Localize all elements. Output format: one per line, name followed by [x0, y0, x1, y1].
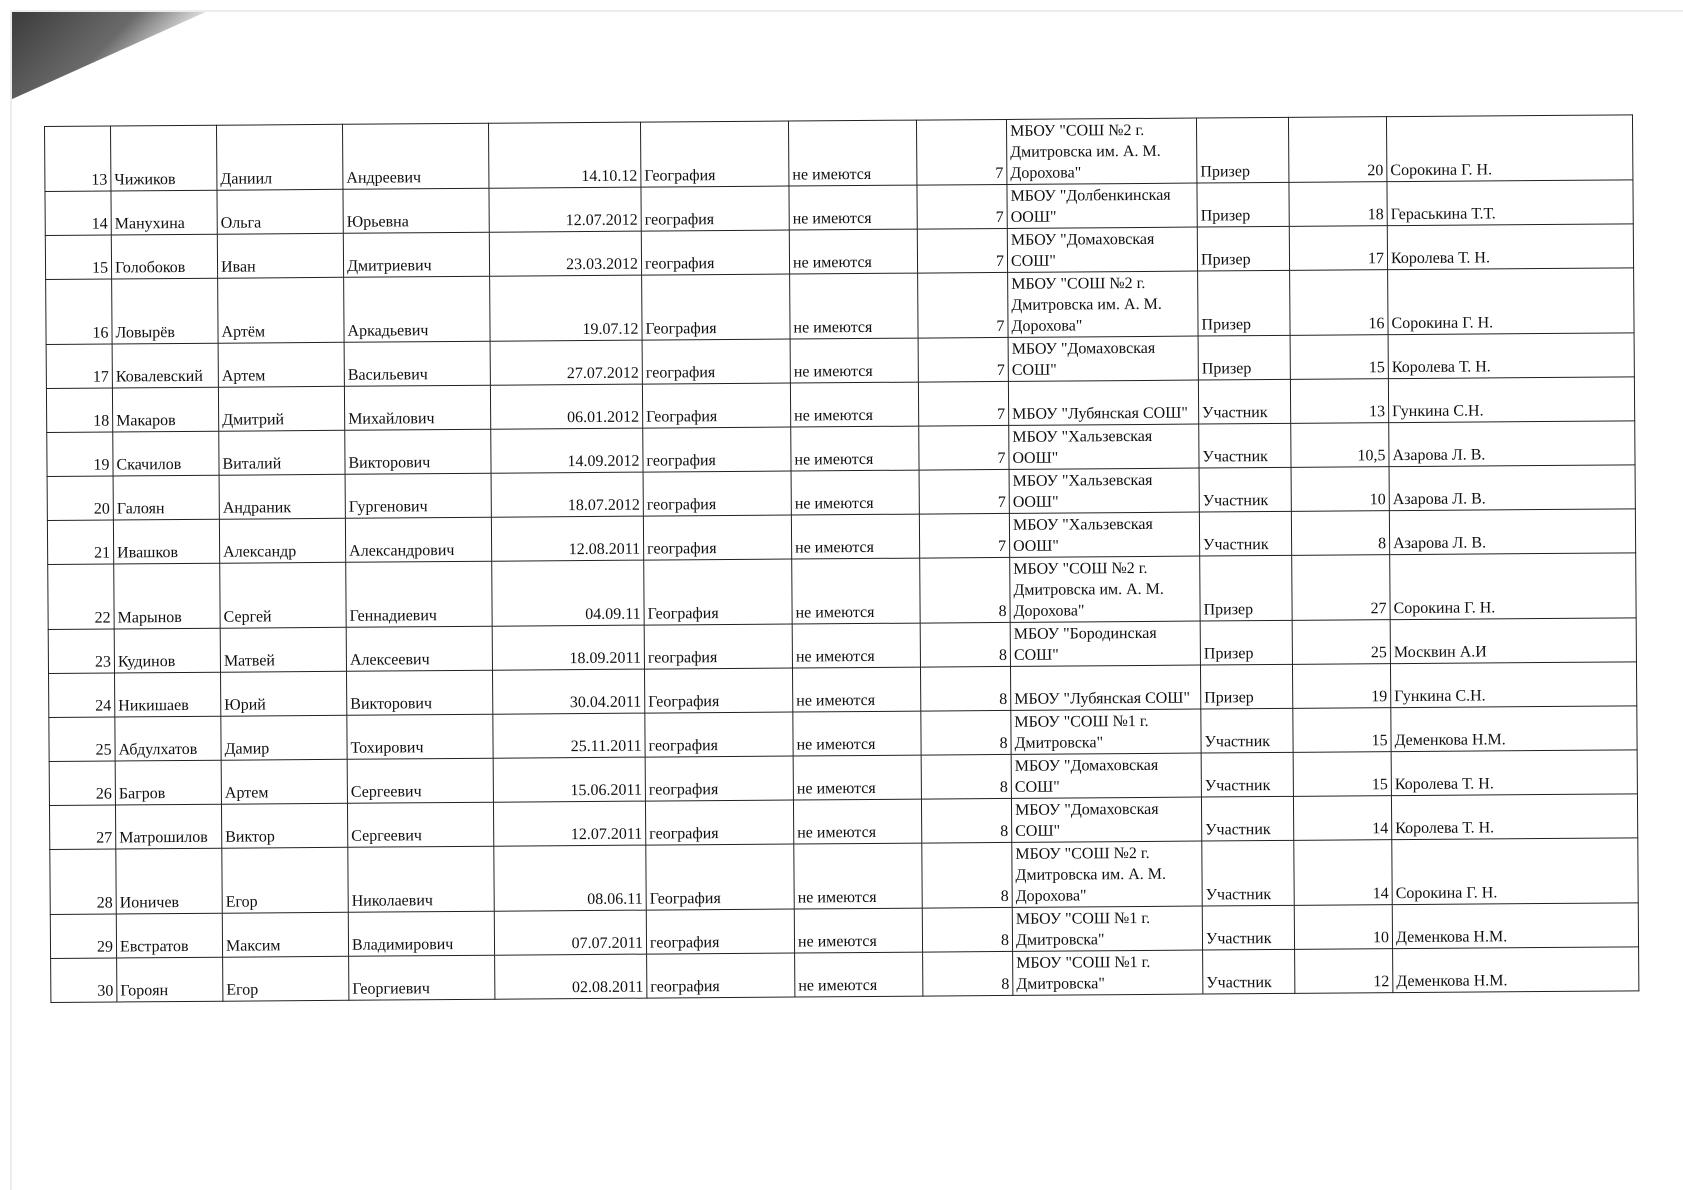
cell-disabilities: не имеются [791, 426, 919, 471]
cell-score: 20 [1288, 117, 1386, 183]
cell-subject: география [645, 800, 793, 845]
cell-school: МБОУ "Домаховская СОШ" [1008, 336, 1198, 381]
cell-birth-date: 14.09.2012 [491, 428, 643, 473]
cell-teacher: Сорокина Г. Н. [1388, 268, 1634, 335]
cell-birth-date: 18.09.2011 [492, 625, 644, 670]
cell-score: 19 [1292, 664, 1390, 709]
cell-grade: 7 [917, 228, 1007, 273]
cell-teacher: Королева Т. Н. [1388, 333, 1634, 379]
cell-birth-date: 07.07.2011 [494, 910, 646, 955]
cell-score: 27 [1292, 555, 1390, 621]
cell-score: 12 [1295, 949, 1393, 994]
cell-score: 15 [1290, 335, 1388, 380]
cell-teacher: Королева Т. Н. [1391, 794, 1637, 840]
cell-first-name: Александр [219, 518, 345, 563]
table-row [50, 838, 1638, 915]
cell-school: МБОУ "Хальзевская ООШ" [1009, 468, 1199, 513]
cell-school: МБОУ "Долбенкинская ООШ" [1007, 183, 1197, 228]
cell-patronymic: Андреевич [342, 123, 488, 189]
table-row [48, 553, 1636, 630]
cell-score: 10 [1294, 905, 1392, 950]
cell-school: МБОУ "Домаховская СОШ" [1011, 753, 1201, 798]
cell-subject: география [646, 909, 794, 954]
cell-number: 18 [46, 388, 112, 432]
cell-last-name: Абдулхатов [115, 716, 221, 761]
cell-status: Участник [1199, 467, 1291, 512]
cell-birth-date: 14.10.12 [488, 122, 640, 188]
cell-teacher: Деменкова Н.М. [1393, 947, 1639, 993]
cell-score: 16 [1290, 270, 1388, 336]
cell-grade: 7 [918, 381, 1008, 426]
cell-status: Призер [1200, 555, 1292, 621]
cell-birth-date: 12.07.2011 [493, 801, 645, 846]
cell-subject: География [642, 383, 790, 428]
cell-score: 14 [1293, 796, 1391, 841]
cell-patronymic: Сергеевич [347, 758, 493, 803]
cell-number: 28 [50, 849, 116, 914]
cell-first-name: Максим [222, 912, 348, 957]
cell-patronymic: Геннадиевич [346, 561, 492, 627]
cell-number: 24 [49, 673, 115, 717]
cell-first-name: Дамир [221, 715, 347, 760]
cell-teacher: Сорокина Г. Н. [1390, 553, 1636, 620]
cell-number: 20 [47, 476, 113, 520]
cell-disabilities: не имеются [790, 338, 918, 383]
cell-birth-date: 15.06.2011 [493, 757, 645, 802]
cell-number: 21 [47, 520, 113, 564]
cell-school: МБОУ "Лубянская СОШ" [1010, 665, 1200, 710]
cell-subject: география [641, 186, 789, 231]
cell-school: МБОУ "Бородинская СОШ" [1010, 621, 1200, 666]
cell-grade: 8 [922, 842, 1012, 908]
cell-disabilities: не имеются [791, 470, 919, 515]
cell-score: 14 [1294, 840, 1392, 906]
cell-first-name: Сергей [220, 562, 346, 628]
results-table [44, 114, 1639, 1003]
cell-teacher: Сорокина Г. Н. [1392, 838, 1638, 905]
cell-disabilities: не имеются [790, 273, 918, 339]
cell-subject: география [643, 515, 791, 560]
cell-birth-date: 02.08.2011 [495, 954, 647, 999]
cell-grade: 8 [920, 622, 1010, 667]
cell-subject: география [643, 471, 791, 516]
cell-status: Участник [1199, 423, 1291, 468]
cell-birth-date: 30.04.2011 [493, 669, 645, 714]
cell-last-name: Евстратов [116, 913, 222, 958]
cell-score: 13 [1290, 379, 1388, 424]
cell-teacher: Москвин А.И [1390, 618, 1636, 664]
cell-subject: география [643, 427, 791, 472]
cell-subject: География [640, 121, 788, 187]
cell-disabilities: не имеются [793, 711, 921, 756]
cell-subject: География [644, 668, 792, 713]
cell-patronymic: Николаевич [348, 846, 494, 912]
cell-status: Участник [1201, 708, 1293, 753]
cell-last-name: Ловырёв [112, 278, 218, 344]
cell-disabilities: не имеются [795, 952, 923, 997]
results-sheet [44, 114, 1638, 1003]
cell-disabilities: не имеются [794, 843, 922, 909]
cell-first-name: Егор [222, 847, 348, 913]
cell-patronymic: Васильевич [344, 341, 490, 386]
cell-first-name: Виталий [219, 430, 345, 475]
cell-status: Участник [1202, 840, 1294, 906]
cell-first-name: Юрий [221, 671, 347, 716]
cell-patronymic: Юрьевна [343, 188, 489, 233]
cell-score: 15 [1293, 752, 1391, 797]
cell-number: 29 [50, 914, 116, 958]
cell-teacher: Азарова Л. В. [1389, 465, 1635, 511]
cell-last-name: Скачилов [113, 431, 219, 476]
cell-last-name: Галоян [113, 475, 219, 520]
cell-teacher: Королева Т. Н. [1391, 750, 1637, 796]
cell-last-name: Кудинов [114, 628, 220, 673]
cell-last-name: Багров [115, 760, 221, 805]
cell-last-name: Чижиков [111, 125, 217, 191]
cell-grade: 7 [917, 184, 1007, 229]
cell-first-name: Андраник [219, 474, 345, 519]
cell-last-name: Никишаев [115, 672, 221, 717]
cell-school: МБОУ "Домаховская СОШ" [1007, 227, 1197, 272]
cell-subject: география [647, 953, 795, 998]
cell-last-name: Горoян [117, 957, 223, 1002]
cell-status: Призер [1197, 182, 1289, 227]
cell-disabilities: не имеются [792, 623, 920, 668]
cell-school: МБОУ "Хальзевская ООШ" [1009, 424, 1199, 469]
cell-patronymic: Тохирович [347, 714, 493, 759]
cell-patronymic: Аркадьевич [344, 276, 490, 342]
cell-disabilities: не имеются [793, 799, 921, 844]
cell-subject: география [645, 756, 793, 801]
cell-subject: география [641, 230, 789, 275]
cell-subject: география [642, 339, 790, 384]
cell-first-name: Иван [217, 233, 343, 278]
cell-school: МБОУ "Лубянская СОШ" [1008, 380, 1198, 425]
cell-teacher: Азарова Л. В. [1389, 509, 1635, 555]
cell-first-name: Виктор [221, 803, 347, 848]
scan-page-edge [10, 10, 1683, 12]
cell-patronymic: Михайлович [344, 385, 490, 430]
cell-patronymic: Владимирович [348, 911, 494, 956]
cell-first-name: Егор [223, 956, 349, 1001]
cell-grade: 8 [920, 666, 1010, 711]
cell-school: МБОУ "СОШ №1 г. Дмитровска" [1013, 950, 1203, 995]
cell-patronymic: Сергеевич [347, 802, 493, 847]
cell-birth-date: 04.09.11 [492, 560, 644, 626]
cell-status: Призер [1200, 664, 1292, 709]
cell-first-name: Артем [221, 759, 347, 804]
cell-grade: 7 [918, 337, 1008, 382]
cell-birth-date: 12.07.2012 [489, 187, 641, 232]
scan-page-edge [10, 10, 12, 1190]
cell-status: Участник [1202, 905, 1294, 950]
cell-disabilities: не имеются [789, 185, 917, 230]
cell-birth-date: 25.11.2011 [493, 713, 645, 758]
cell-patronymic: Георгиевич [349, 955, 495, 1000]
cell-birth-date: 08.06.11 [494, 845, 646, 911]
cell-grade: 8 [923, 951, 1013, 996]
cell-patronymic: Гургенович [345, 473, 491, 518]
cell-score: 15 [1293, 708, 1391, 753]
table-row [46, 268, 1634, 345]
cell-status: Призер [1198, 270, 1290, 336]
cell-status: Призер [1198, 335, 1290, 380]
cell-number: 16 [46, 279, 112, 344]
cell-teacher: Гераськина Т.Т. [1387, 180, 1633, 226]
cell-grade: 8 [921, 710, 1011, 755]
cell-school: МБОУ "СОШ №2 г. Дмитровска им. А. М. Дорохова" [1006, 118, 1196, 184]
cell-disabilities: не имеются [793, 755, 921, 800]
cell-number: 14 [45, 191, 111, 235]
cell-disabilities: не имеются [788, 120, 916, 186]
table-row [45, 115, 1633, 192]
cell-number: 30 [51, 958, 117, 1002]
cell-first-name: Даниил [216, 124, 342, 190]
cell-last-name: Ковалевский [112, 343, 218, 388]
cell-birth-date: 27.07.2012 [490, 340, 642, 385]
cell-teacher: Королева Т. Н. [1387, 224, 1633, 270]
cell-school: МБОУ "Домаховская СОШ" [1011, 797, 1201, 842]
cell-grade: 7 [919, 469, 1009, 514]
scan-corner-shadow [10, 10, 210, 100]
cell-school: МБОУ "СОШ №2 г. Дмитровска им. А. М. Дорохова" [1008, 271, 1198, 337]
cell-teacher: Деменкова Н.М. [1391, 706, 1637, 752]
cell-number: 19 [47, 432, 113, 476]
cell-grade: 7 [918, 272, 1008, 338]
cell-last-name: Макаров [112, 387, 218, 432]
cell-first-name: Матвей [220, 627, 346, 672]
cell-birth-date: 19.07.12 [490, 275, 642, 341]
cell-disabilities: не имеются [792, 667, 920, 712]
cell-grade: 8 [921, 754, 1011, 799]
cell-disabilities: не имеются [794, 908, 922, 953]
cell-number: 25 [49, 717, 115, 761]
cell-number: 23 [48, 629, 114, 673]
cell-score: 18 [1289, 182, 1387, 227]
cell-school: МБОУ "СОШ №2 г. Дмитровска им. А. М. Дорохова" [1010, 556, 1200, 622]
cell-last-name: Ивашков [113, 519, 219, 564]
cell-status: Участник [1201, 752, 1293, 797]
cell-birth-date: 06.01.2012 [490, 384, 642, 429]
cell-last-name: Манухина [111, 190, 217, 235]
cell-first-name: Ольга [217, 189, 343, 234]
cell-teacher: Гункина С.Н. [1390, 662, 1636, 708]
cell-disabilities: не имеются [790, 382, 918, 427]
cell-teacher: Азарова Л. В. [1389, 421, 1635, 467]
table-body [45, 115, 1639, 1003]
cell-first-name: Артем [218, 342, 344, 387]
cell-last-name: Марынов [114, 563, 220, 629]
cell-patronymic: Викторович [347, 670, 493, 715]
cell-disabilities: не имеются [792, 558, 920, 624]
cell-grade: 7 [919, 513, 1009, 558]
cell-score: 25 [1292, 620, 1390, 665]
cell-subject: География [642, 274, 790, 340]
cell-school: МБОУ "Хальзевская ООШ" [1009, 512, 1199, 557]
cell-status: Участник [1199, 511, 1291, 556]
cell-school: МБОУ "СОШ №1 г. Дмитровска" [1011, 709, 1201, 754]
cell-disabilities: не имеются [789, 229, 917, 274]
cell-grade: 8 [920, 557, 1010, 623]
cell-status: Призер [1197, 226, 1289, 271]
cell-patronymic: Дмитриевич [343, 232, 489, 277]
cell-school: МБОУ "СОШ №2 г. Дмитровска им. А. М. Дорохова" [1012, 841, 1202, 907]
cell-status: Призер [1196, 117, 1288, 183]
cell-disabilities: не имеются [791, 514, 919, 559]
cell-grade: 7 [916, 119, 1006, 185]
cell-status: Призер [1200, 620, 1292, 665]
cell-number: 26 [49, 761, 115, 805]
cell-teacher: Деменкова Н.М. [1392, 903, 1638, 949]
cell-score: 8 [1291, 511, 1389, 556]
cell-subject: география [644, 624, 792, 669]
cell-birth-date: 12.08.2011 [491, 516, 643, 561]
cell-teacher: Сорокина Г. Н. [1386, 115, 1632, 182]
cell-number: 13 [45, 126, 111, 191]
cell-grade: 7 [919, 425, 1009, 470]
cell-number: 15 [45, 235, 111, 279]
cell-first-name: Дмитрий [218, 386, 344, 431]
cell-last-name: Голобоков [111, 234, 217, 279]
cell-subject: География [646, 844, 794, 910]
cell-score: 17 [1289, 226, 1387, 271]
cell-number: 27 [49, 805, 115, 849]
cell-subject: география [645, 712, 793, 757]
cell-birth-date: 18.07.2012 [491, 472, 643, 517]
cell-status: Участник [1201, 796, 1293, 841]
cell-number: 22 [48, 564, 114, 629]
cell-subject: География [644, 559, 792, 625]
cell-status: Участник [1198, 379, 1290, 424]
cell-number: 17 [46, 344, 112, 388]
cell-grade: 8 [921, 798, 1011, 843]
cell-grade: 8 [922, 907, 1012, 952]
cell-score: 10 [1291, 467, 1389, 512]
cell-first-name: Артём [218, 277, 344, 343]
cell-patronymic: Викторович [345, 429, 491, 474]
cell-status: Участник [1203, 949, 1295, 994]
cell-school: МБОУ "СОШ №1 г. Дмитровска" [1012, 906, 1202, 951]
cell-teacher: Гункина С.Н. [1388, 377, 1634, 423]
cell-patronymic: Алексеевич [346, 626, 492, 671]
cell-score: 10,5 [1291, 423, 1389, 468]
cell-last-name: Ионичев [116, 848, 222, 914]
cell-birth-date: 23.03.2012 [489, 231, 641, 276]
cell-patronymic: Александрович [345, 517, 491, 562]
cell-last-name: Матрошилов [115, 804, 221, 849]
